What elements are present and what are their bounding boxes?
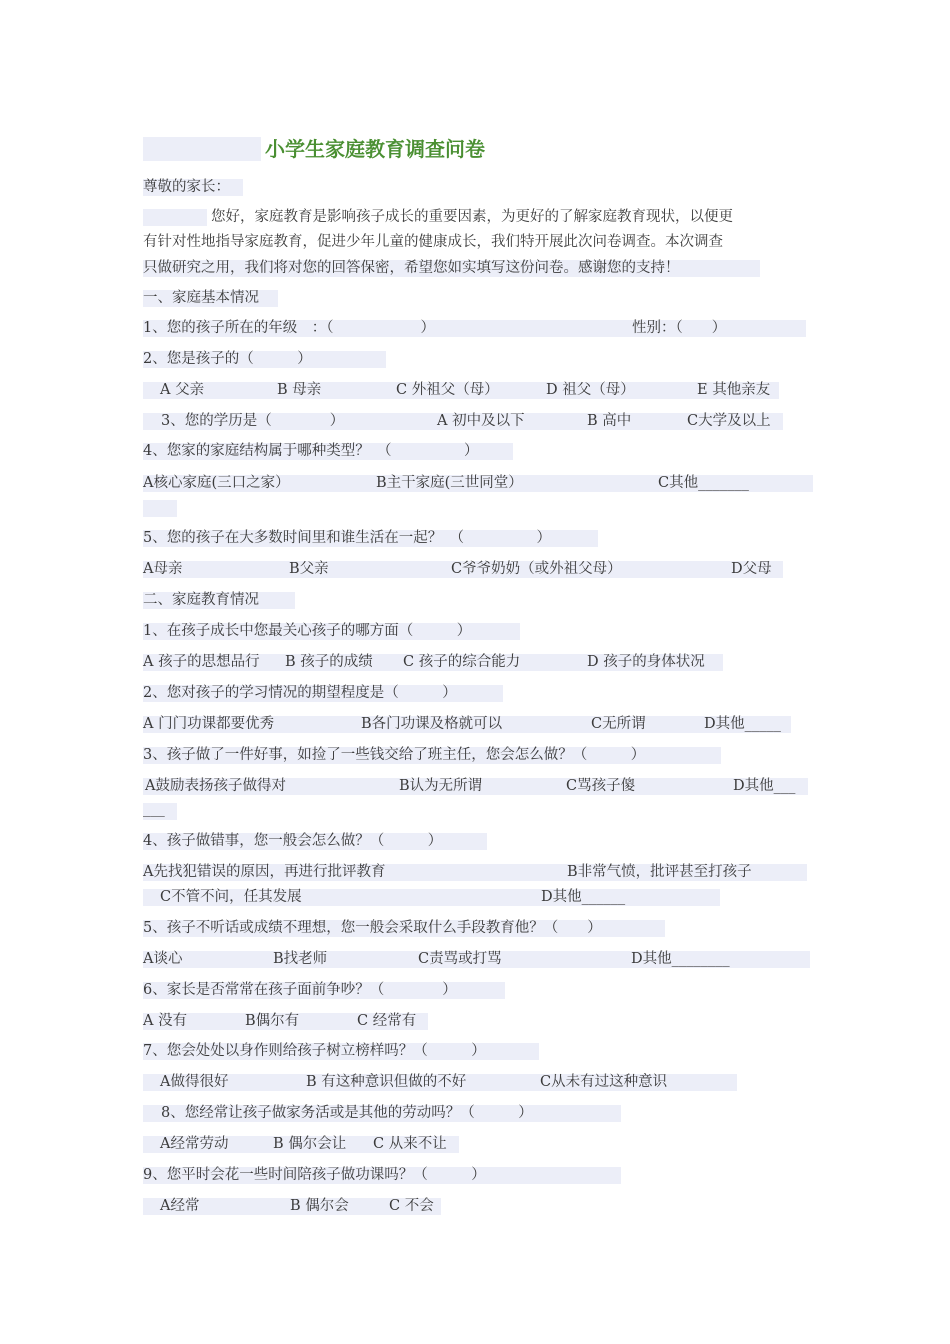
question-text: 1、在孩子成长中您最关心孩子的哪方面（ ） xyxy=(143,623,472,639)
option: B 偶尔会让 xyxy=(273,1136,347,1152)
option: C责骂或打骂 xyxy=(418,951,502,967)
option: B 母亲 xyxy=(277,382,322,398)
option: B父亲 xyxy=(289,561,329,577)
page-title: 小学生家庭教育调查问卷 xyxy=(265,137,485,161)
option: D其他______ xyxy=(541,889,626,905)
highlight-band xyxy=(143,137,261,161)
question-text: 8、您经常让孩子做家务活或是其他的劳动吗？（ ） xyxy=(161,1105,533,1121)
option: C不管不问，任其发展 xyxy=(160,889,302,905)
option: A先找犯错误的原因，再进行批评教育 xyxy=(143,864,386,880)
option: A 门门功课都要优秀 xyxy=(143,716,275,732)
option: C爷爷奶奶（或外祖父母） xyxy=(451,561,622,577)
option: C无所谓 xyxy=(591,716,646,732)
question-text: 7、您会处处以身作则给孩子树立榜样吗？（ ） xyxy=(143,1043,486,1059)
option: B 偶尔会 xyxy=(290,1198,349,1214)
intro-line: 有针对性地指导家庭教育，促进少年儿童的健康成长，我们特开展此次问卷调查。本次调查 xyxy=(143,234,723,250)
option: E 其他亲友 xyxy=(697,382,771,398)
option: A 孩子的思想品行 xyxy=(143,654,260,670)
option: B 有这种意识但做的不好 xyxy=(306,1074,467,1090)
option: A鼓励表扬孩子做得对 xyxy=(145,778,286,794)
option: B找老师 xyxy=(273,951,328,967)
option: A核心家庭(三口之家） xyxy=(143,475,290,491)
option: A经常劳动 xyxy=(160,1136,229,1152)
highlight-band xyxy=(143,500,177,517)
option: A谈心 xyxy=(143,951,183,967)
option: D 孩子的身体状况 xyxy=(587,654,705,670)
question-text: 9、您平时会花一些时间陪孩子做功课吗？（ ） xyxy=(143,1167,486,1183)
option: B各门功课及格就可以 xyxy=(361,716,503,732)
option-continuation: ___ xyxy=(143,801,165,817)
option: A母亲 xyxy=(143,561,183,577)
option: B认为无所谓 xyxy=(399,778,483,794)
intro-line: 只做研究之用，我们将对您的回答保密，希望您如实填写这份问卷。感谢您的支持！ xyxy=(143,260,680,276)
question-text: 2、您对孩子的学习情况的期望程度是（ ） xyxy=(143,685,457,701)
option: C大学及以上 xyxy=(687,413,771,429)
option: C 不会 xyxy=(389,1198,434,1214)
option: A 初中及以下 xyxy=(437,413,525,429)
gender-field: 性别：（ ） xyxy=(632,320,727,336)
option: C骂孩子傻 xyxy=(566,778,636,794)
option: A经常 xyxy=(160,1198,200,1214)
question-text: 6、家长是否常常在孩子面前争吵？（ ） xyxy=(143,982,457,998)
intro-line: 您好，家庭教育是影响孩子成长的重要因素，为更好的了解家庭教育现状，以便更 xyxy=(211,209,733,225)
option: B偶尔有 xyxy=(245,1013,300,1029)
option: A 父亲 xyxy=(160,382,205,398)
greeting: 尊敬的家长： xyxy=(143,179,230,195)
section-heading: 二、家庭教育情况 xyxy=(143,592,259,608)
option: C 外祖父（母） xyxy=(396,382,499,398)
question-text: 5、您的孩子在大多数时间里和谁生活在一起？ （ ） xyxy=(143,530,551,546)
question-text: 4、孩子做错事，您一般会怎么做？（ ） xyxy=(143,833,443,849)
option: D其他_____ xyxy=(704,716,781,732)
option: D其他________ xyxy=(631,951,730,967)
option: C从未有过这种意识 xyxy=(540,1074,668,1090)
option: C 孩子的综合能力 xyxy=(403,654,521,670)
option: C其他_______ xyxy=(658,475,749,491)
question-text: 4、您家的家庭结构属于哪种类型？ （ ） xyxy=(143,443,479,459)
option: B非常气愤，批评甚至打孩子 xyxy=(567,864,752,880)
option: A做得很好 xyxy=(160,1074,229,1090)
option: D 祖父（母） xyxy=(546,382,635,398)
option: B主干家庭(三世同堂） xyxy=(376,475,523,491)
option: C 从来不让 xyxy=(373,1136,447,1152)
question-text: 3、您的学历是（ ） xyxy=(161,413,345,429)
question-text: 1、您的孩子所在的年级 ：（ ） xyxy=(143,320,435,336)
highlight-band xyxy=(143,209,207,226)
option: B 孩子的成绩 xyxy=(285,654,373,670)
question-text: 2、您是孩子的（ ） xyxy=(143,351,312,367)
section-heading: 一、家庭基本情况 xyxy=(143,290,259,306)
option: D父母 xyxy=(731,561,772,577)
option: B 高中 xyxy=(587,413,632,429)
question-text: 3、孩子做了一件好事，如捡了一些钱交给了班主任，您会怎么做？（ ） xyxy=(143,747,646,763)
question-text: 5、孩子不听话或成绩不理想，您一般会采取什么手段教育他？（ ） xyxy=(143,920,602,936)
option: A 没有 xyxy=(143,1013,188,1029)
option: C 经常有 xyxy=(357,1013,417,1029)
option: D其他___ xyxy=(733,778,796,794)
